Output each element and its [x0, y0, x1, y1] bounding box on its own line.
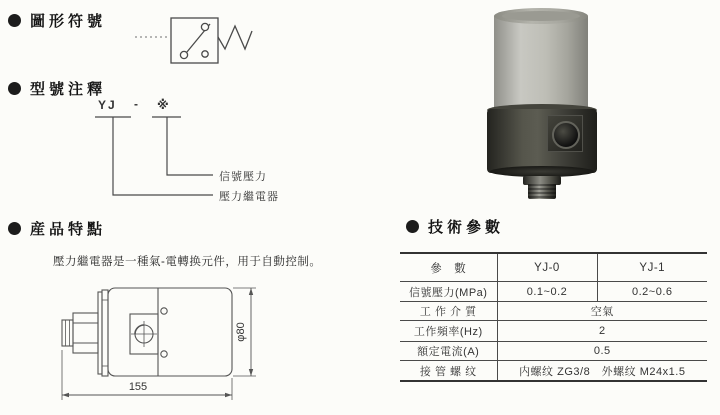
- table-row-pipe-thread: [400, 361, 707, 382]
- photo-top-recess: [502, 11, 580, 21]
- model-code-dash: -: [134, 97, 138, 111]
- section-title: 型號注釋: [30, 81, 107, 98]
- table-row-signal-pressure: [400, 282, 707, 302]
- drawing-screw: [161, 351, 167, 357]
- bullet-icon: [8, 14, 21, 27]
- tech-params-table: [400, 252, 707, 382]
- table-row-working-medium: [400, 302, 707, 321]
- bullet-icon: [8, 82, 21, 95]
- cell-value: 空氣: [497, 302, 707, 321]
- dim-label-diameter: φ80: [235, 322, 247, 342]
- cell-yj0: 0.1~0.2: [497, 282, 597, 302]
- table-row-rated-current: [400, 342, 707, 361]
- section-title: 産品特點: [30, 221, 107, 238]
- dim-label-width: 155: [128, 381, 148, 393]
- product-photo: [487, 8, 597, 202]
- drawing-hex-nut: [73, 313, 98, 353]
- drawing-body: [108, 288, 232, 376]
- drawing-nipple: [62, 320, 73, 346]
- bullet-icon: [406, 220, 419, 233]
- photo-top-cylinder: [494, 16, 588, 111]
- section-heading-graphic-symbol: [8, 10, 106, 31]
- cell-param: 信號壓力(MPa): [400, 282, 497, 302]
- model-code-placeholder: ※: [157, 98, 169, 112]
- bullet-icon: [8, 222, 21, 235]
- leader-line-signal: [167, 117, 213, 175]
- symbol-box: [171, 18, 218, 63]
- section-heading-model-notation: [8, 78, 106, 99]
- contact-circle-left: [180, 51, 187, 58]
- photo-cable-hole: [552, 121, 580, 149]
- table-row-working-frequency: [400, 321, 707, 342]
- photo-threaded-nipple: [528, 184, 556, 199]
- table-row-header: [400, 253, 707, 282]
- schematic-symbol-drawing: [133, 13, 258, 71]
- cell-value: 2: [497, 321, 707, 342]
- leader-line-relay: [113, 117, 213, 195]
- label-pressure-relay: 壓力繼電器: [219, 191, 279, 203]
- drawing-flange-plate: [102, 290, 108, 376]
- section-heading-product-features: [8, 218, 106, 239]
- col-header-yj1: YJ-1: [597, 253, 707, 282]
- section-title: 圖形符號: [30, 13, 107, 30]
- col-header-param: 參 數: [400, 253, 497, 282]
- cell-param: 接 管 螺 纹: [400, 361, 497, 382]
- spring-zigzag: [218, 26, 252, 49]
- model-code-prefix: YJ: [98, 98, 117, 112]
- cell-value: 0.5: [497, 342, 707, 361]
- cell-param: 工 作 介 質: [400, 302, 497, 321]
- section-title: 技術參數: [428, 219, 505, 236]
- cell-param: 工作頻率(Hz): [400, 321, 497, 342]
- col-header-yj0: YJ-0: [497, 253, 597, 282]
- cell-param: 額定電流(A): [400, 342, 497, 361]
- product-features-text: 壓力繼電器是一種氣-電轉换元件，用于自動控制。: [53, 256, 322, 268]
- label-signal-pressure: 信號壓力: [219, 171, 267, 183]
- contact-circle-right: [202, 51, 208, 57]
- model-notation-lines: [90, 110, 220, 202]
- drawing-screw: [161, 308, 167, 314]
- photo-cable-plate: [547, 115, 583, 152]
- drawing-flange-plate: [98, 292, 102, 374]
- dimension-drawing: [50, 276, 265, 408]
- contact-circle-top: [201, 23, 208, 30]
- cell-value: 内螺纹 ZG3/8 外螺纹 M24x1.5: [497, 361, 707, 382]
- section-heading-tech-params: [406, 216, 504, 237]
- cell-yj1: 0.2~0.6: [597, 282, 707, 302]
